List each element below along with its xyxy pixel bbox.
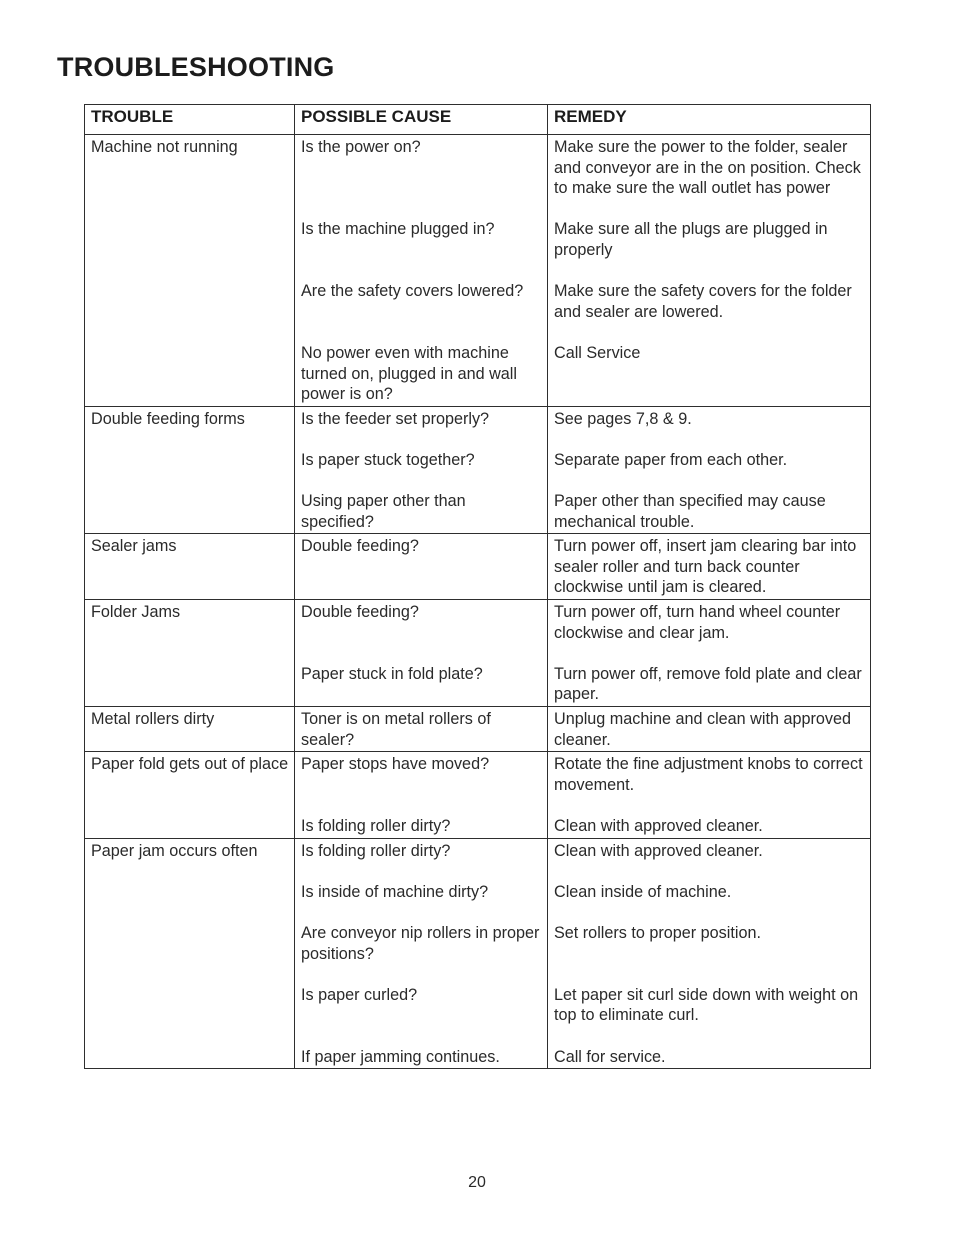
remedy-entry: Call Service [554, 343, 641, 362]
trouble-cell: Paper jam occurs often [85, 838, 295, 1069]
table-row [85, 707, 871, 752]
header-possible-cause: POSSIBLE CAUSE [295, 105, 548, 135]
cause-entry: Is folding roller dirty? [301, 817, 451, 835]
remedy-entry: Let paper sit curl side down with weight on top to eliminate curl. [554, 985, 859, 1025]
remedy-cell [548, 135, 871, 407]
remedy-cell [548, 534, 871, 600]
remedy-entry: Turn power off, turn hand wheel counter clockwise and clear jam. [554, 603, 841, 642]
troubleshooting-table [84, 104, 871, 1069]
trouble-cell: Metal rollers dirty [85, 707, 295, 752]
cause-entry: Is paper stuck together? [301, 450, 475, 469]
remedy-entry: Clean inside of machine. [554, 882, 732, 901]
cause-entry: If paper jamming continues. [301, 1047, 500, 1066]
cause-entry: Paper stops have moved? [301, 755, 490, 774]
remedy-cell [548, 406, 871, 534]
table-row [85, 534, 871, 600]
remedy-entry: Set rollers to proper position. [554, 923, 761, 942]
remedy-entry: Turn power off, insert jam clearing bar into sealer roller and turn back counter clockwise until jam is cleared. [554, 537, 857, 597]
remedy-cell [548, 707, 871, 752]
table-header-row [85, 105, 871, 135]
remedy-cell [548, 838, 871, 1069]
remedy-entry: Clean with approved cleaner. [554, 841, 763, 860]
table-row [85, 600, 871, 707]
cause-entry: Is inside of machine dirty? [301, 882, 489, 901]
cause-entry: Is paper curled? [301, 985, 418, 1004]
cause-cell [295, 135, 548, 407]
remedy-entry: Make sure the safety covers for the folder and sealer are lowered. [554, 282, 852, 321]
cause-entry: Is the feeder set properly? [301, 409, 490, 428]
trouble-cell: Folder Jams [85, 600, 295, 707]
cause-entry: Toner is on metal rollers of sealer? [301, 710, 491, 749]
page-number: 20 [468, 1174, 486, 1191]
table-row [85, 752, 871, 838]
cause-cell [295, 406, 548, 534]
remedy-entry: Clean with approved cleaner. [554, 817, 763, 835]
cause-entry: Paper stuck in fold plate? [301, 664, 483, 683]
cause-entry: Are conveyor nip rollers in proper positions? [301, 923, 540, 963]
remedy-cell [548, 752, 871, 838]
remedy-entry: Make sure the power to the folder, sealer and conveyor are in the on position. Check to make sure the wall outlet has power [554, 138, 861, 198]
cause-entry: No power even with machine turned on, plugged in and wall power is on? [301, 343, 517, 404]
cause-cell [295, 600, 548, 707]
cause-entry: Using paper other than specified? [301, 492, 466, 531]
remedy-entry: See pages 7,8 & 9. [554, 409, 692, 428]
cause-entry: Is the machine plugged in? [301, 220, 495, 239]
remedy-entry: Paper other than specified may cause mechanical trouble. [554, 492, 826, 531]
trouble-cell: Machine not running [85, 135, 295, 407]
cause-cell [295, 752, 548, 838]
trouble-cell: Double feeding forms [85, 406, 295, 534]
table-row [85, 135, 871, 407]
cause-cell [295, 534, 548, 600]
remedy-entry: Make sure all the plugs are plugged in properly [554, 220, 828, 259]
cause-cell [295, 838, 548, 1069]
remedy-entry: Turn power off, remove fold plate and clear paper. [554, 664, 862, 704]
remedy-entry: Unplug machine and clean with approved cleaner. [554, 710, 851, 749]
cause-entry: Is folding roller dirty? [301, 841, 451, 860]
trouble-cell: Paper fold gets out of place [85, 752, 295, 838]
table-row [85, 838, 871, 1069]
cause-entry: Double feeding? [301, 603, 419, 622]
header-trouble: TROUBLE [85, 105, 295, 135]
remedy-entry: Rotate the fine adjustment knobs to correct movement. [554, 755, 863, 794]
remedy-entry: Separate paper from each other. [554, 450, 788, 469]
cause-cell [295, 707, 548, 752]
cause-entry: Are the safety covers lowered? [301, 282, 524, 301]
page-title: TROUBLESHOOTING [57, 52, 335, 82]
table-row [85, 406, 871, 534]
remedy-cell [548, 600, 871, 707]
header-remedy: REMEDY [548, 105, 871, 135]
remedy-entry: Call for service. [554, 1047, 666, 1066]
cause-entry: Double feeding? [301, 537, 419, 556]
trouble-cell: Sealer jams [85, 534, 295, 600]
cause-entry: Is the power on? [301, 138, 421, 156]
